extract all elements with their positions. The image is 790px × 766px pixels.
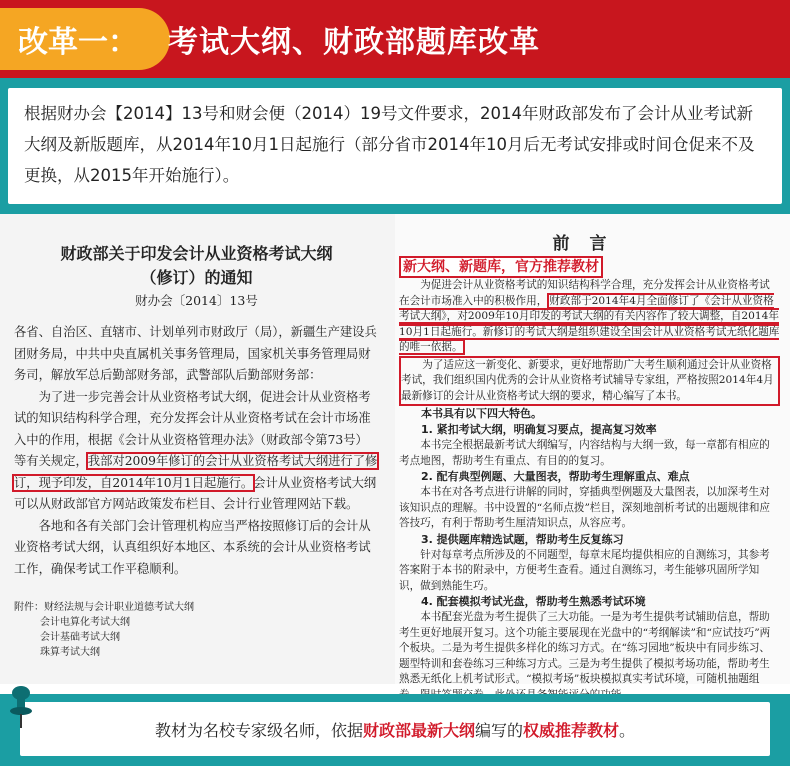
preface-para-1 (399, 278, 780, 356)
attach-label: 附件：财经法规与会计职业道德考试大纲 (14, 602, 194, 613)
recommend-tag: 新大纲、新题库，官方推荐教材 (399, 256, 603, 278)
bottom-caption (20, 702, 770, 756)
pushpin-icon (6, 684, 36, 730)
left-doc-title-2: （修订）的通知 (140, 268, 253, 287)
attachments (14, 600, 379, 660)
header-bar (0, 0, 790, 78)
bottom-bar (0, 694, 790, 766)
document-area (0, 214, 790, 766)
preface-title: 前言 (552, 234, 627, 254)
bottom-text-2: 财政部最新大纲 (362, 720, 475, 740)
right-document (395, 214, 790, 684)
left-para-2-a: 为了进一步完善会计从业资格考试大纲，促进会计从业资格考试的知识结构科学合理，充分发挥会计从业资格考试在会计市场准入中的作用，根据《会计从业资格管理办法》（财政部令第73号）等有关规定， (14, 389, 371, 468)
left-para-2-highlight: 我部对2009年修订的会计从业资格考试大纲进行了修订，现予印发，自2014年10月1日起施行。 (14, 454, 378, 490)
bottom-text-1: 教材为名校专家级名师，依据 (154, 720, 363, 740)
left-doc-para-1: 各省、自治区、直辖市、计划单列市财政厅（局），新疆生产建设兵团财务局，中共中央直属机关事务管理局，国家机关事务管理局财务司，解放军总后勤部财务部，武警部队后勤部财务部： (14, 325, 377, 382)
bottom-text-5: 。 (619, 720, 636, 740)
left-document (0, 214, 395, 684)
feature-2-heading: 2. 配有典型例题、大量图表，帮助考生理解重点、难点 (421, 470, 690, 483)
features-heading: 本书具有以下四大特色。 (421, 407, 542, 420)
left-para-2-b: 会计从业资格考试大纲可以从财政部官方网站政策发布栏目、会计行业管理网站下载。 (14, 475, 377, 511)
header-tab-label: 改革一： (0, 8, 170, 70)
left-doc-number: 财办会〔2014〕13号 (135, 293, 258, 308)
feature-4-heading: 4. 配套模拟考试光盘，帮助考生熟悉考试环境 (421, 595, 646, 608)
left-doc-para-2 (14, 387, 379, 516)
attach-item: 珠算考试大纲 (40, 647, 100, 658)
feature-3-heading: 3. 提供题库精选试题，帮助考生反复练习 (421, 532, 624, 546)
attach-item: 会计基础考试大纲 (40, 632, 120, 643)
attach-item: 会计电算化考试大纲 (40, 617, 130, 628)
feature-2-text: 本书在对各考点进行讲解的同时，穿插典型例题及大量图表，以加深考生对该知识点的理解。书中设置的“名师点拨”栏目，深刻地剖析考试的出题规律和应答技巧，有利于帮助考生厘清知识点，从容应考。 (399, 486, 771, 529)
left-doc-title-1: 财政部关于印发会计从业资格考试大纲 (60, 244, 333, 263)
feature-3-text: 针对每章考点所涉及的不同题型，每章末尾均提供相应的自测练习，其参考答案附于本书的附录中，方便考生查看。通过自测练习，考生能够巩固所学知识，做到熟能生巧。 (399, 548, 770, 592)
preface-para-2: 为了适应这一新变化、新要求，更好地帮助广大考生顺利通过会计从业资格考试，我们组织国内优秀的会计从业资格考试辅导专家组，严格按照2014年4月最新修订的会计从业资格考试大纲的要求，精心编写了本书。 (399, 356, 780, 407)
feature-4-text: 本书配套光盘为考生提供了三大功能。一是为考生提供考试辅助信息，帮助考生更好地展开复习。这个功能主要展现在光盘中的“考纲解读”和“应试技巧”两个板块。二是为考生提供多样化的练习方式。在“练习园地”板块中有同步练习、题型特训和套卷练习三种练习方式。三是为考生提供了模拟考场功能，帮助考生熟悉无纸化上机考试形式。“模拟考场”板块模拟真实考试环境，可随机抽题组 (399, 611, 771, 685)
feature-1-heading: 1. 紧扣考试大纲，明确复习要点，提高复习效率 (421, 423, 657, 436)
bottom-text-4: 权威推荐教材 (523, 720, 620, 740)
left-doc-para-3: 各地和各有关部门会计管理机构应当严格按照修订后的会计从业资格考试大纲，认真组织好本地区、本系统的会计从业资格考试工作，确保考试工作平稳顺利。 (14, 518, 371, 576)
intro-text: 根据财办会【2014】13号和财会便（2014）19号文件要求，2014年财政部发布了会计从业考试新大纲及新版题库，从2014年10月1日起施行（部分省市2014年10月后无考试安排或时间仓促来不及更换，从2015年开始施行）。 (8, 88, 782, 204)
header-title: 考试大纲、财政部题库改革 (168, 25, 540, 60)
feature-1-text: 本书完全根据最新考试大纲编写，内容结构与大纲一致，每一章都有相应的考点地图，帮助考生有重点、有目的的复习。 (399, 439, 770, 467)
preface-para-1-box: 财政部于2014年4月全面修订了《会计从业资格考试大纲》，对2009年10月印发的考试大纲的有关内容作了较大调整，自2014年10月1日起施行。新修订的考试大纲是组织建设全国会计从业资格考试无纸化题库的唯一依据。 (399, 294, 780, 353)
bottom-text-3: 编写的 (474, 720, 523, 740)
preface-para-1-a: 为促进会计从业资格考试的知识结构科学合理，充分发挥会计从业资格考试在会计市场准入中的积极作用， (399, 279, 770, 307)
